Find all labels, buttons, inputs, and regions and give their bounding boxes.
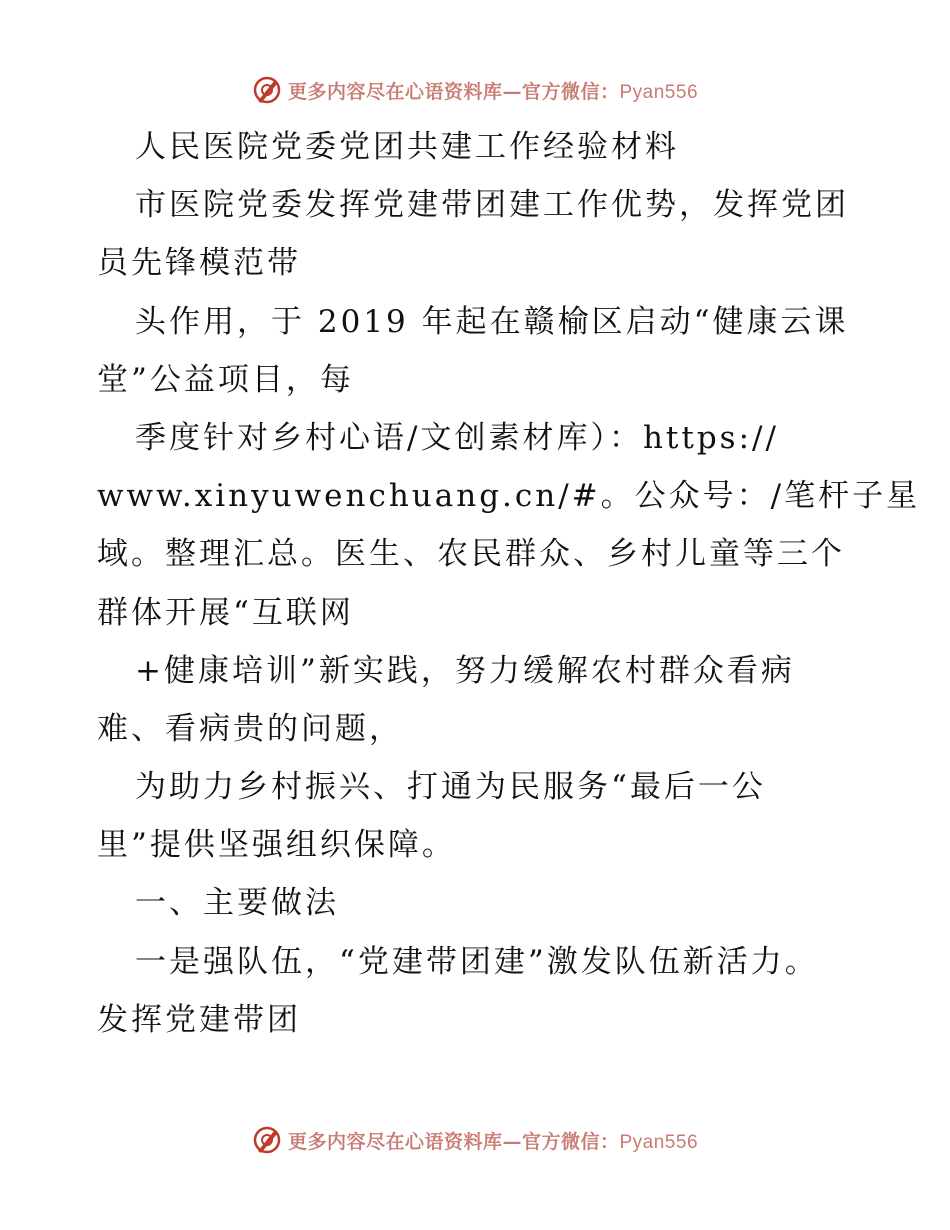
watermark-header xyxy=(0,70,950,110)
text-line: 人民医院党委党团共建工作经验材料 xyxy=(135,129,679,165)
pen-logo-icon xyxy=(252,1125,282,1155)
watermark-footer xyxy=(0,1120,950,1160)
pen-logo-icon xyxy=(252,75,282,105)
watermark-wechat-id: Pyan556 xyxy=(619,81,699,103)
text-line: 头作用，于 2019 年起在赣榆区启动“健康云课 xyxy=(135,303,849,340)
text-line: +健康培训”新实践，努力缓解农村群众看病 xyxy=(135,652,795,689)
text-line: 季度针对乡村心语/文创素材库）：https:// xyxy=(135,419,779,456)
text-line: 发挥党建带团 xyxy=(97,1001,301,1038)
text-line: 难、看病贵的问题， xyxy=(97,710,403,747)
text-line: 员先锋模范带 xyxy=(97,245,301,282)
text-line: 里”提供坚强组织保障。 xyxy=(97,827,456,864)
watermark-text: 更多内容尽在心语资料库—官方微信：Pyan556 xyxy=(287,80,699,103)
text-line: 群体开展“互联网 xyxy=(97,594,354,631)
text-line: 一是强队伍，“党建带团建”激发队伍新活力。 xyxy=(135,943,819,980)
text-line: 域。整理汇总。医生、农民群众、乡村儿童等三个 xyxy=(97,536,845,573)
watermark-wechat-id: Pyan556 xyxy=(619,1131,699,1153)
text-line: www.xinyuwenchuang.cn/#。公众号：/笔杆子星 xyxy=(97,478,921,515)
watermark-text: 更多内容尽在心语资料库—官方微信：Pyan556 xyxy=(287,1130,699,1153)
text-line: 为助力乡村振兴、打通为民服务“最后一公 xyxy=(135,769,766,806)
text-line: 堂”公益项目，每 xyxy=(97,361,354,398)
document-body xyxy=(97,118,921,1049)
text-line: 市医院党委发挥党建带团建工作优势，发挥党团 xyxy=(135,187,849,224)
text-line: 一、主要做法 xyxy=(135,885,339,922)
